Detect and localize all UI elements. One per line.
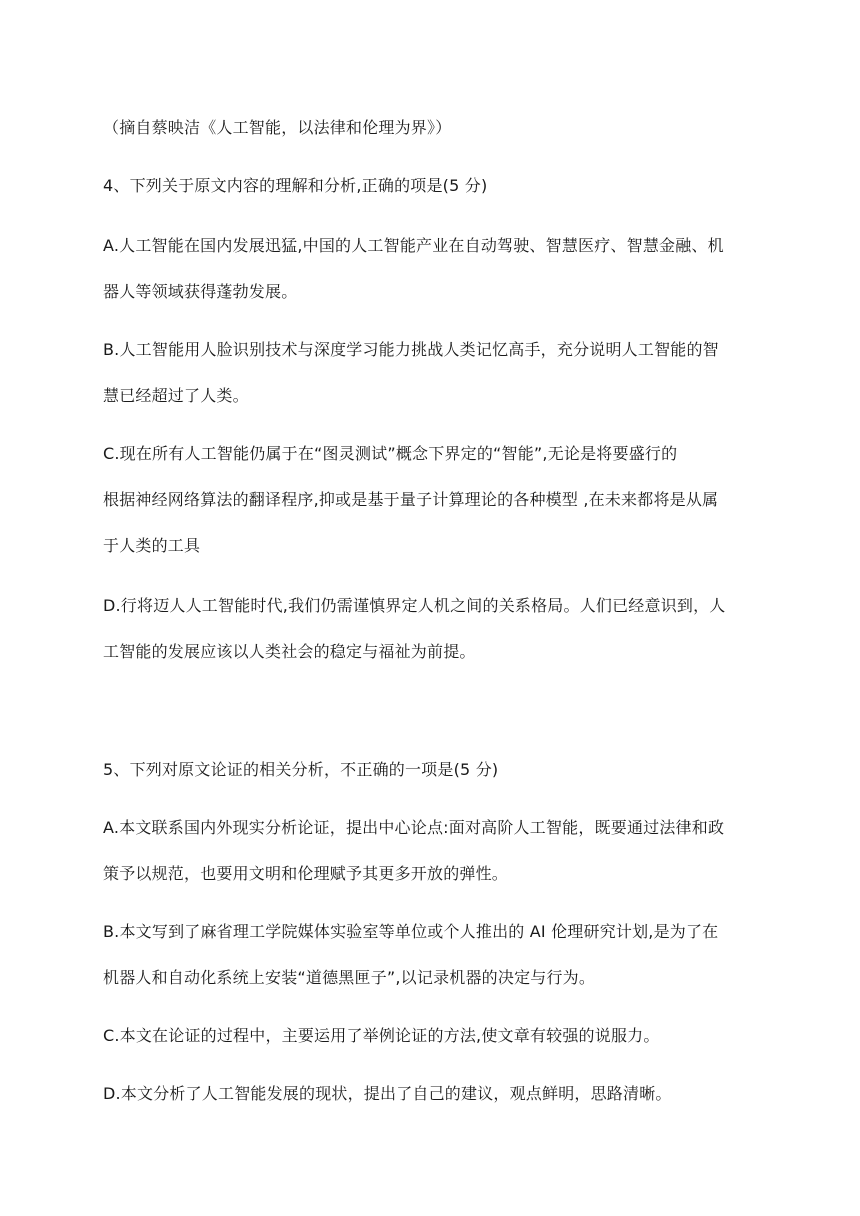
q4-option-c-line-2: 根据神经网络算法的翻译程序,抑或是基于量子计算理论的各种模型 ,在未来都将是从属 [103,490,719,509]
source-citation: （摘自蔡映洁《人工智能，以法律和伦理为界》） [103,118,452,137]
q4-option-b-line-1: B.人工智能用人脸识别技术与深度学习能力挑战人类记忆高手，充分说明人工智能的智 [103,340,719,359]
q5-option-b-line-2: 机器人和自动化系统上安装“道德黑匣子”,以记录机器的决定与行为。 [103,968,596,987]
q4-option-c-line-3: 于人类的工具 [103,536,201,555]
question-5-stem: 5、下列对原文论证的相关分析，不正确的一项是(5 分) [103,760,499,779]
q4-option-b-line-2: 慧已经超过了人类。 [103,386,249,405]
q5-option-a-line-1: A.本文联系国内外现实分析论证，提出中心论点:面对高阶人工智能，既要通过法律和政 [103,818,725,837]
q4-option-a-line-2: 器人等领域获得蓬勃发展。 [103,282,298,301]
question-4-stem: 4、下列关于原文内容的理解和分析,正确的项是(5 分) [103,176,488,195]
q5-option-a-line-2: 策予以规范，也要用文明和伦理赋予其更多开放的弹性。 [103,864,509,883]
q4-option-c-line-1: C.现在所有人工智能仍属于在“图灵测试”概念下界定的“智能”,无论是将要盛行的 [103,444,678,463]
q5-option-d-line-1: D.本文分析了人工智能发展的现状，提出了自己的建议，观点鲜明，思路清晰。 [103,1084,672,1103]
q4-option-d-line-2: 工智能的发展应该以人类社会的稳定与福祉为前提。 [103,642,476,661]
q5-option-c-line-1: C.本文在论证的过程中，主要运用了举例论证的方法,使文章有较强的说服力。 [103,1026,660,1045]
q4-option-a-line-1: A.人工智能在国内发展迅猛,中国的人工智能产业在自动驾驶、智慧医疗、智慧金融、机 [103,236,724,255]
q5-option-b-line-1: B.本文写到了麻省理工学院媒体实验室等单位或个人推出的 AI 伦理研究计划,是为了在 [103,922,719,941]
q4-option-d-line-1: D.行将迈人人工智能时代,我们仍需谨慎界定人机之间的关系格局。人们已经意识到，人 [103,596,726,615]
